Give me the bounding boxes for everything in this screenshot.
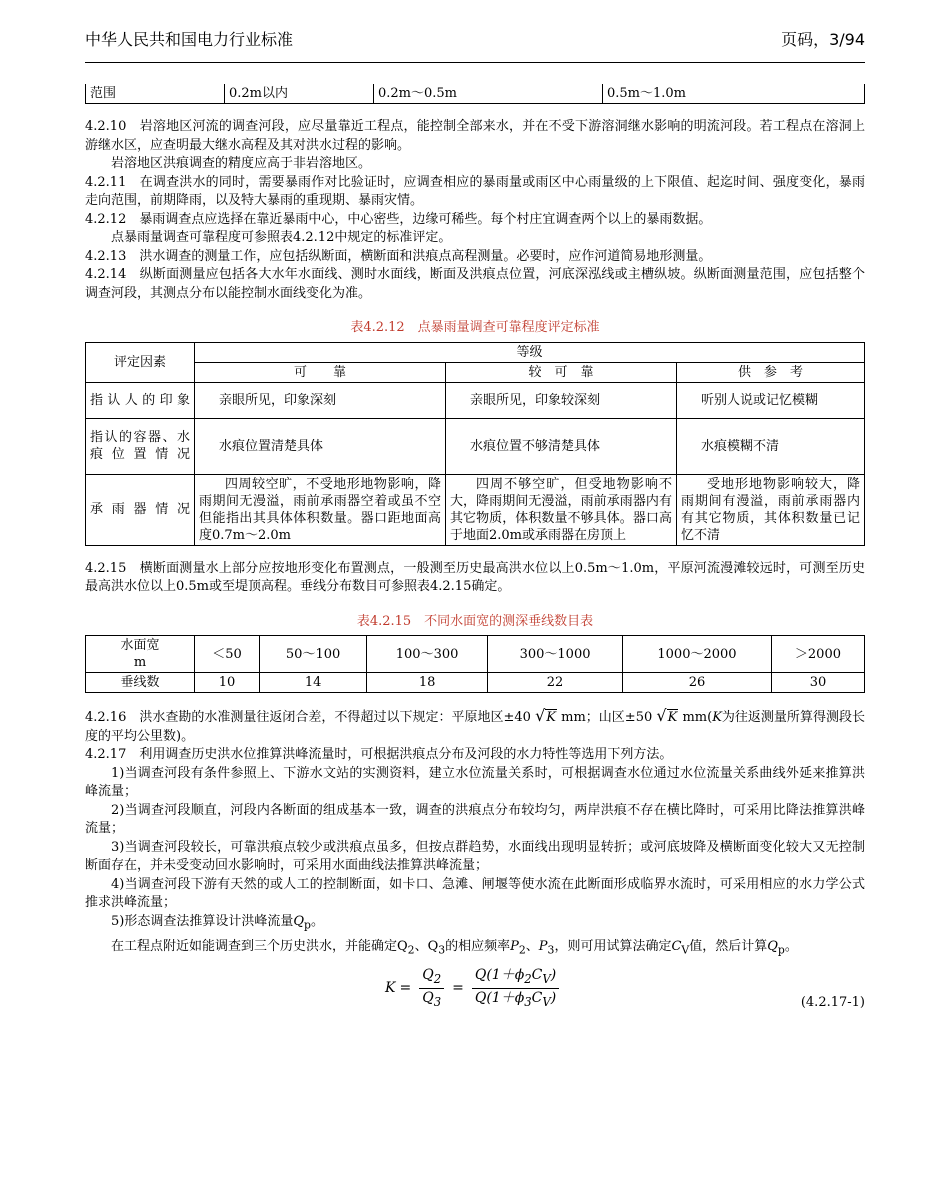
clause-4-2-13: 4.2.13 洪水调查的测量工作，应包括纵断面，横断面和洪痕点高程测量。必要时，应作河道简易地形测量。 xyxy=(85,248,712,264)
eq-numerator xyxy=(472,966,559,989)
clause-text: mm；山区±50 xyxy=(561,710,653,725)
table-cell: 四周不够空旷，但受地物影响不大，降雨期间无漫溢，雨前承雨器内有其它物质，体积数量不够具体。器口高于地面2.0m或承雨器在房顶上 xyxy=(446,474,677,545)
table-4-2-12 xyxy=(85,342,865,546)
grade-reference: 供 参 考 xyxy=(677,362,865,382)
para-sub: 2 xyxy=(518,943,526,957)
table-cell: 18 xyxy=(367,673,488,693)
para-text: 、 xyxy=(525,938,539,954)
continued-table xyxy=(85,84,865,104)
table-cell: 四周较空旷，不受地形地物影响，降雨期间无漫溢，雨前承雨器空着或虽不空但能指出其具体体积数量。器口距地面高度0.7m～2.0m xyxy=(195,474,446,545)
table-cell: 水痕模糊不清 xyxy=(677,418,865,474)
item-text: 5)形态调查法推算设计洪峰流量 xyxy=(111,913,294,929)
clause-4-2-12: 4.2.12 暴雨调查点应选择在靠近暴雨中心，中心密些，边缘可稀些。每个村庄宜调查两个以上的暴雨数据。 xyxy=(85,211,712,227)
table-cell: 范围 xyxy=(86,84,225,104)
eq-term: Q(1＋ϕ xyxy=(474,989,525,1006)
para-text: ，则可用试算法确定 xyxy=(554,938,672,954)
clause-text: mm( xyxy=(682,710,713,725)
table-row xyxy=(86,362,865,382)
table-cell: 0.2m～0.5m xyxy=(374,84,603,104)
table-cell: ＞2000 xyxy=(771,636,864,673)
para-symbol: C xyxy=(671,938,682,954)
table-cell: 100～300 xyxy=(367,636,488,673)
item-symbol: Q xyxy=(293,913,305,929)
equation-body xyxy=(385,966,563,1012)
para-sub: 3 xyxy=(547,943,555,957)
clause-text: 为往返测量所算得测段长度的平均公里数)。 xyxy=(85,710,865,744)
factor-cell: 指认的容器、水痕位置情况 xyxy=(86,418,195,474)
table-cell: 1000～2000 xyxy=(623,636,772,673)
clause-4-2-15: 4.2.15 横断面测量水上部分应按地形变化布置测点，一般测至历史最高洪水位以上0.5m～1.0m，平原河流漫滩较远时，可测至历史最高洪水位以上0.5m或至堤顶高程。垂线分布数目可参照表4.2.15确定。 xyxy=(85,560,865,594)
table-cell: 30 xyxy=(771,673,864,693)
list-item: 4)当调查河段下游有天然的或人工的控制断面，如卡口、急滩、闸堰等使水流在此断面形成临界水流时，可采用相应的水力学公式推求洪峰流量； xyxy=(85,876,865,910)
sqrt-symbol: √K xyxy=(656,706,678,725)
eq-sign: = xyxy=(452,980,464,997)
table-row xyxy=(86,474,865,545)
table-row xyxy=(86,418,865,474)
eq-numerator xyxy=(419,966,444,989)
clause-4-2-10-note: 岩溶地区洪痕调查的精度应高于非岩溶地区。 xyxy=(111,156,372,171)
eq-term: Q(1＋ϕ xyxy=(474,966,525,983)
header-count: 垂线数 xyxy=(86,673,195,693)
sqrt-arg: K xyxy=(667,710,678,725)
eq-sub: 2 xyxy=(433,971,442,986)
eq-q: Q xyxy=(422,989,434,1006)
clause-symbol: K xyxy=(712,710,722,725)
eq-sub: V xyxy=(542,994,551,1009)
clause-4-2-17-para xyxy=(85,938,865,960)
eq-sub: 3 xyxy=(433,994,442,1009)
table-4-2-15-caption: 表4.2.15 不同水面宽的测深垂线数目表 xyxy=(356,613,594,629)
eq-fraction-q xyxy=(419,966,444,1012)
para-symbol: Q xyxy=(767,938,778,954)
doc-header-title: 中华人民共和国电力行业标准 xyxy=(85,30,294,49)
eq-term: ) xyxy=(550,989,557,1006)
table-cell: 亲眼所见，印象较深刻 xyxy=(446,382,677,418)
clause-4-2-14: 4.2.14 纵断面测量应包括各大水年水面线、测时水面线，断面及洪痕点位置，河底深泓线或主槽纵坡。纵断面测量范围，应包括整个调查河段，其测点分布以能控制水面线变化为准。 xyxy=(85,267,865,301)
para-symbol: P xyxy=(538,938,548,954)
para-text: 值，然后计算 xyxy=(689,938,768,954)
table-row xyxy=(86,84,865,104)
table-cell: 10 xyxy=(195,673,260,693)
eq-fraction-phi xyxy=(472,966,559,1012)
item-text: 。 xyxy=(310,913,324,929)
table-cell: 22 xyxy=(488,673,623,693)
table-cell: 50～100 xyxy=(260,636,367,673)
equation-number: (4.2.17-1) xyxy=(800,994,865,1010)
factor-cell: 承雨器情况 xyxy=(86,474,195,545)
grade-fairly-reliable: 较 可 靠 xyxy=(446,362,677,382)
eq-sub: 3 xyxy=(524,994,532,1009)
factor-cell: 指认人的印象 xyxy=(86,382,195,418)
list-item xyxy=(85,913,865,935)
table-cell: ＜50 xyxy=(195,636,260,673)
page-indicator: 页码，3/94 xyxy=(781,30,865,49)
document-body xyxy=(85,84,865,1020)
para-sub: p xyxy=(777,943,785,957)
para-text: 、Q xyxy=(414,938,439,954)
equation-4-2-17-1 xyxy=(85,964,865,1020)
table-row xyxy=(86,673,865,693)
table-cell: 0.5m～1.0m xyxy=(603,84,865,104)
eq-denominator xyxy=(419,989,444,1011)
table-cell: 0.2m以内 xyxy=(225,84,374,104)
list-item: 3)当调查河段较长，可靠洪痕点较少或洪痕点虽多，但按点群趋势，水面线出现明显转折；或河底坡降及横断面变化较大又无控制断面存在，并未受变动回水影响时，可采用水面曲线法推算洪峰流量； xyxy=(85,839,865,873)
eq-term: C xyxy=(531,966,543,983)
header-grade: 等级 xyxy=(195,342,865,362)
eq-q: Q xyxy=(422,966,434,983)
eq-sign: = xyxy=(399,980,412,997)
table-4-2-15 xyxy=(85,635,865,693)
header-rule xyxy=(85,62,865,63)
clause-text: 4.2.16 洪水查勘的水准测量往返闭合差，不得超过以下规定：平原地区±40 xyxy=(85,710,531,725)
sqrt-arg: K xyxy=(546,710,556,725)
table-cell: 26 xyxy=(623,673,772,693)
header-width-label: 水面宽 xyxy=(120,638,160,653)
table-cell: 亲眼所见，印象深刻 xyxy=(195,382,446,418)
clause-4-2-17: 4.2.17 利用调查历史洪水位推算洪峰流量时，可根据洪痕点分布及河段的水力特性等选用下列方法。 xyxy=(85,747,673,762)
para-sub: V xyxy=(681,943,690,957)
eq-sub: 2 xyxy=(524,971,532,986)
list-item: 1)当调查河段有条件参照上、下游水文站的实测资料，建立水位流量关系时，可根据调查水位通过水位流量关系曲线外延来推算洪峰流量； xyxy=(85,765,865,799)
clause-4-2-12-note: 点暴雨量调查可靠程度可参照表4.2.12中规定的标准评定。 xyxy=(111,230,452,245)
header-width xyxy=(86,636,195,673)
table-cell: 300～1000 xyxy=(488,636,623,673)
table-cell: 受地形地物影响较大，降雨期间有漫溢，雨前承雨器内有其它物质，其体积数量已记忆不清 xyxy=(677,474,865,545)
table-cell: 水痕位置清楚具体 xyxy=(195,418,446,474)
table-4-2-12-caption: 表4.2.12 点暴雨量调查可靠程度评定标准 xyxy=(350,320,600,335)
table-cell: 水痕位置不够清楚具体 xyxy=(446,418,677,474)
sqrt-symbol: √K xyxy=(535,706,556,725)
para-sub: 2 xyxy=(407,943,415,957)
clause-4-2-10: 4.2.10 岩溶地区河流的调查河段，应尽量靠近工程点，能控制全部来水，并在不受下游溶洞继水影响的明流河段。若工程点在溶洞上游继水区，应查明最大继水高程及其对洪水过程的影响。 xyxy=(85,119,865,153)
list-item: 2)当调查河段顺直，河段内各断面的组成基本一致，调查的洪痕点分布较均匀，两岸洪痕不存在横比降时，可采用比降法推算洪峰流量； xyxy=(85,802,865,836)
header-factor: 评定因素 xyxy=(86,342,195,382)
eq-term: C xyxy=(531,989,543,1006)
clause-4-2-11: 4.2.11 在调查洪水的同时，需要暴雨作对比验证时，应调查相应的暴雨量或雨区中心雨量级的上下限值、起迄时间、强度变化，暴雨走向范围，前期降雨，以及特大暴雨的重现期、暴雨灾情。 xyxy=(85,174,865,208)
grade-reliable: 可 靠 xyxy=(195,362,446,382)
eq-denominator xyxy=(472,989,559,1011)
para-symbol: P xyxy=(510,938,519,954)
eq-term: ) xyxy=(550,966,557,983)
table-cell: 听别人说或记忆模糊 xyxy=(677,382,865,418)
para-text: 的相应频率 xyxy=(445,938,511,954)
header-width-unit: m xyxy=(133,655,147,670)
para-sub: 3 xyxy=(438,943,446,957)
clause-4-2-16 xyxy=(85,707,865,746)
table-cell: 14 xyxy=(260,673,367,693)
table-row xyxy=(86,382,865,418)
para-text: 。 xyxy=(784,938,798,954)
table-row xyxy=(86,636,865,673)
item-subscript: p xyxy=(304,918,311,932)
eq-sub: V xyxy=(542,971,551,986)
eq-lhs: K xyxy=(385,980,396,997)
para-text: 在工程点附近如能调查到三个历史洪水，并能确定Q xyxy=(111,938,408,954)
table-row xyxy=(86,342,865,362)
